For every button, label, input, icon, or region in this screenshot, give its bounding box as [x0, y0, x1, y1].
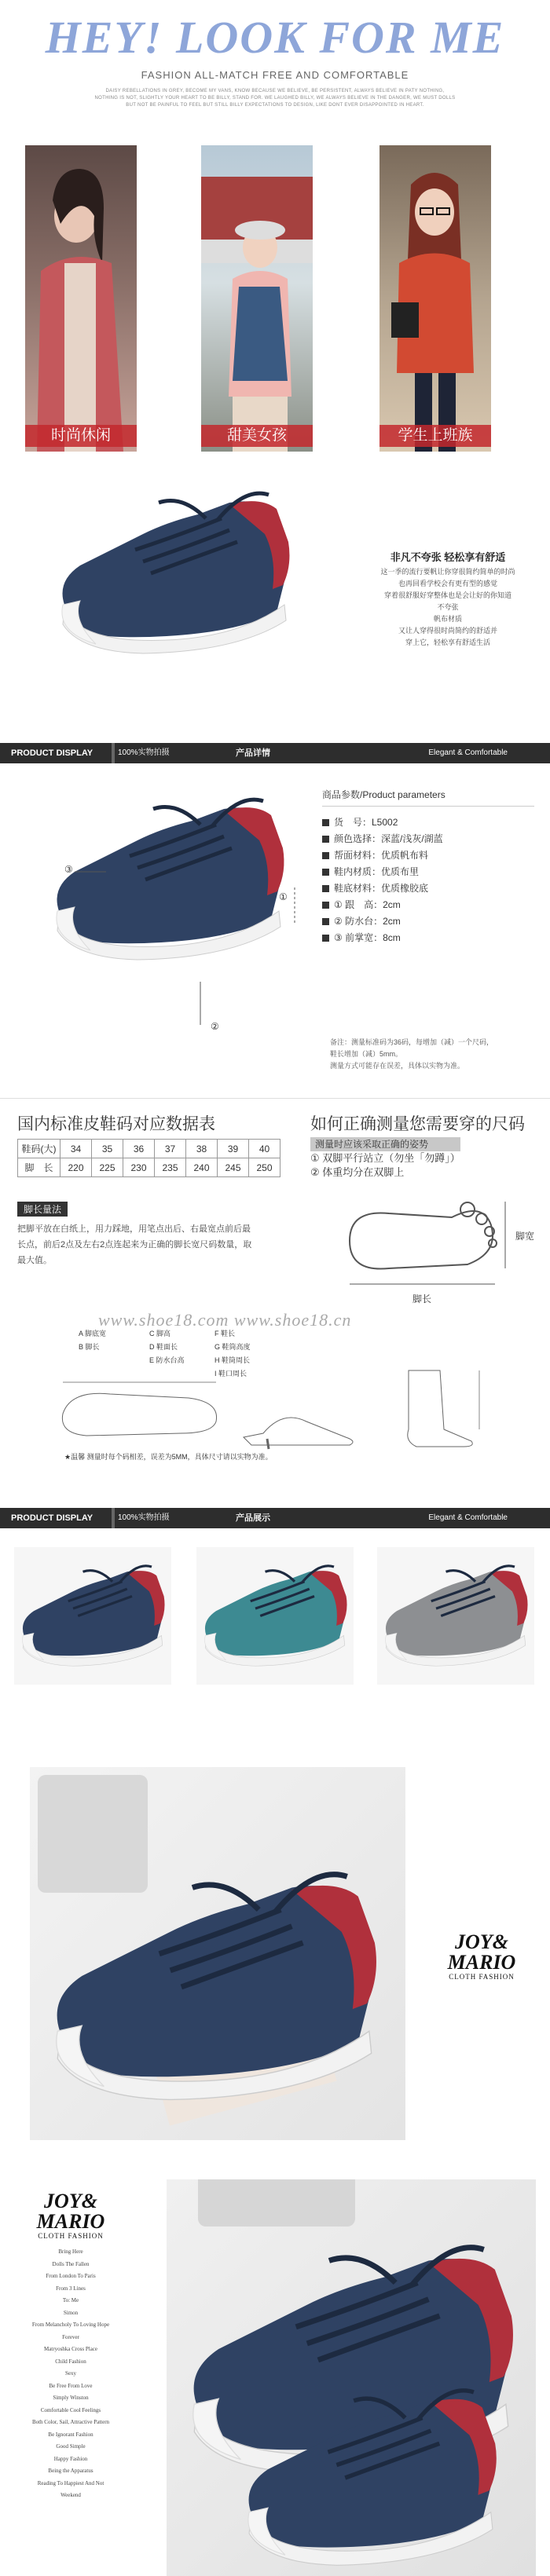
photo-caption: 甜美女孩 — [201, 425, 313, 447]
slogan-heading: 非凡不夸张 轻松享有舒适 — [390, 551, 506, 563]
hero-subtitle: FASHION ALL-MATCH FREE AND COMFORTABLE — [141, 69, 409, 81]
shoe-measure-diagrams — [47, 1367, 487, 1453]
model-figure — [201, 145, 313, 452]
table-row: 脚 长 220 225 230 235 240 245 250 — [18, 1158, 280, 1177]
slogan-block — [369, 551, 526, 649]
foot-length-label: 脚长 — [412, 1293, 432, 1304]
param-row: 鞋内材质：优质布里 — [322, 864, 534, 880]
hero-title: HEY! LOOK FOR ME — [45, 12, 505, 63]
brand-logo — [431, 1932, 533, 1981]
bar-right-label: Elegant & Comfortable — [428, 1513, 508, 1522]
slogan-line: 不夸张 — [437, 603, 459, 611]
param-row: ① 跟 高：2cm — [322, 897, 534, 913]
brand-line-2: MARIO — [447, 1951, 516, 1974]
size-table — [17, 1139, 280, 1177]
slogan-line: 这一季的流行要帆让你穿很简约简单的时尚 — [380, 568, 515, 576]
lifestyle-photo-2 — [167, 2179, 536, 2576]
legend-col-2: C 脚高 D 鞋面长 E 防水台高 — [149, 1330, 185, 1364]
param-row: 鞋底材料：优质橡胶底 — [322, 880, 534, 897]
photo-caption: 学生上班族 — [380, 425, 491, 447]
shoe-teal-photo — [196, 1547, 354, 1685]
table-row: 鞋码(大) 34 35 36 37 38 39 40 — [18, 1140, 280, 1158]
size-tip: ★温馨 测量时每个码相差，误差为5MM，具体尺寸请以实物为准。 — [64, 1453, 273, 1461]
model-figure — [25, 145, 137, 452]
product-params — [322, 788, 534, 946]
shoe-second-image — [222, 2384, 520, 2572]
watermark: www.shoe18.com www.shoe18.cn — [98, 1310, 352, 1330]
guide-steps: 测量时应该采取正确的姿势 ① 双脚平行站立（勿坐「勿蹲」） ② 体重均分在双脚上 — [310, 1139, 460, 1178]
section-bar-show — [0, 1508, 550, 1528]
slogan-line: 帆布材质 — [433, 615, 462, 623]
model-photo-sweet — [201, 145, 313, 452]
foot-width-label: 脚宽 — [515, 1231, 535, 1242]
bar-right-label: Elegant & Comfortable — [428, 748, 508, 757]
brand-line-1: JOY& — [455, 1930, 508, 1953]
param-row: 颜色选择：深蓝/浅灰/湖蓝 — [322, 831, 534, 847]
size-table-title: 国内标准皮鞋码对应数据表 — [17, 1115, 215, 1133]
marker-front-width: ③ — [64, 864, 73, 875]
param-row: ② 防水台：2cm — [322, 913, 534, 930]
params-note: 备注：测量标准码为36码，每增加（减）一个尺码， 鞋长增加（减）5mm。 测量方式可能存在误差，具体以实物为准。 — [330, 1038, 494, 1070]
param-row: 货 号：L5002 — [322, 814, 534, 831]
bar-left-label: PRODUCT DISPLAY — [11, 748, 94, 758]
product-shoe-image — [49, 487, 308, 660]
photo-caption: 时尚休闲 — [25, 425, 137, 447]
model-photo-student — [380, 145, 491, 452]
measure-text: 把脚平放在白纸上，用力踩地，用笔点出后、右最宽点前后最长点，前后2点及左右2点连起来为正确的脚长宽尺码数量，取最大值。 — [17, 1224, 252, 1265]
guide-title: 如何正确测量您需要穿的尺码 — [310, 1115, 525, 1133]
foot-outline-icon — [334, 1194, 515, 1304]
slogan-line: 穿着很舒服好穿整体也是会让好的你知道 — [383, 591, 512, 599]
slogan-line: 也再回看学校会有更有型的感觉 — [398, 580, 497, 587]
bar-left-label: PRODUCT DISPLAY — [11, 1513, 94, 1523]
bar-mid-label: 100%实物拍摄 — [118, 1513, 170, 1522]
param-row: 帮面材料：优质帆布料 — [322, 847, 534, 864]
lifestyle-photo-1 — [30, 1767, 405, 2140]
device-prop — [198, 2179, 355, 2227]
model-photo-casual — [25, 145, 137, 452]
bar-divider — [112, 743, 115, 763]
slogan-line: 又让人穿得很时尚简约的舒适并 — [398, 627, 497, 635]
param-row: ③ 前掌宽：8cm — [322, 930, 534, 946]
legend-col-3: F 鞋长 G 鞋筒高度 H 鞋筒周长 I 鞋口周长 — [214, 1330, 251, 1378]
shoe-grey-photo — [377, 1547, 534, 1685]
bar-center-label: 产品详情 — [236, 748, 270, 758]
guide-sub: 测量时应该采取正确的姿势 — [310, 1137, 460, 1151]
bar-mid-label: 100%实物拍摄 — [118, 748, 170, 757]
bar-center-label: 产品展示 — [236, 1513, 270, 1523]
measure-heading: 脚长量法 — [17, 1202, 68, 1217]
shoe-navy-photo — [14, 1547, 171, 1685]
divider — [0, 1098, 550, 1099]
section-bar-detail — [0, 743, 550, 763]
brand-logo-2: JOY& MARIO CLOTH FASHION — [36, 2190, 105, 2240]
brand-line-3: CLOTH FASHION — [449, 1973, 515, 1981]
params-title: 商品参数/Product parameters — [322, 788, 534, 807]
shoe-pair-image — [38, 1861, 391, 2113]
marker-platform: ② — [211, 1021, 219, 1032]
brand-phrase-list: Bring Here Dolls The Fallen From London To Paris From 3 Lines To: Me Simon From Melancholy To Loving Hope Forever Matryoshka Cross Place Child Fashion Sexy Be Free From Love Simply Winston Comfortable Cool Feelings Both Color, Sail, Attractive Pattern Be Ignorant Fashion Good Simple Happy Fashion Being the Apparatus Reading To Happiest And Not Weekend — [31, 2249, 110, 2498]
marker-heel-height: ① — [279, 891, 288, 902]
dimension-lines — [59, 860, 322, 1037]
model-figure — [380, 145, 491, 452]
hero-small-text: DAISY REBELLATIONS IN GREY, BECOME MY VANS, KNOW BECAUSE WE BELIEVE, BE PERSISTENT, ALWAYS BELIEVE IN PATY NOTHING, NOTHING IS NOT, SLIGHTLY YOUR HEART TO BE BILLY, STAND FOR. WE LAUGHED BILLY, WE ALWAYS BELIEVE IN THE DANGER, WE MUST DOLLS BUT NOT BE PAINFUL TO FEEL BUT STILL BILLY EXPECTATIONS TO DESIGN, LIKE DONT EVER DISAPPOINTED IN HEART. — [94, 89, 456, 108]
bar-divider — [112, 1508, 115, 1528]
slogan-line: 穿上它，轻松享有舒适生活 — [405, 639, 490, 646]
legend-col-1: A 脚底宽 B 脚长 — [79, 1330, 107, 1351]
